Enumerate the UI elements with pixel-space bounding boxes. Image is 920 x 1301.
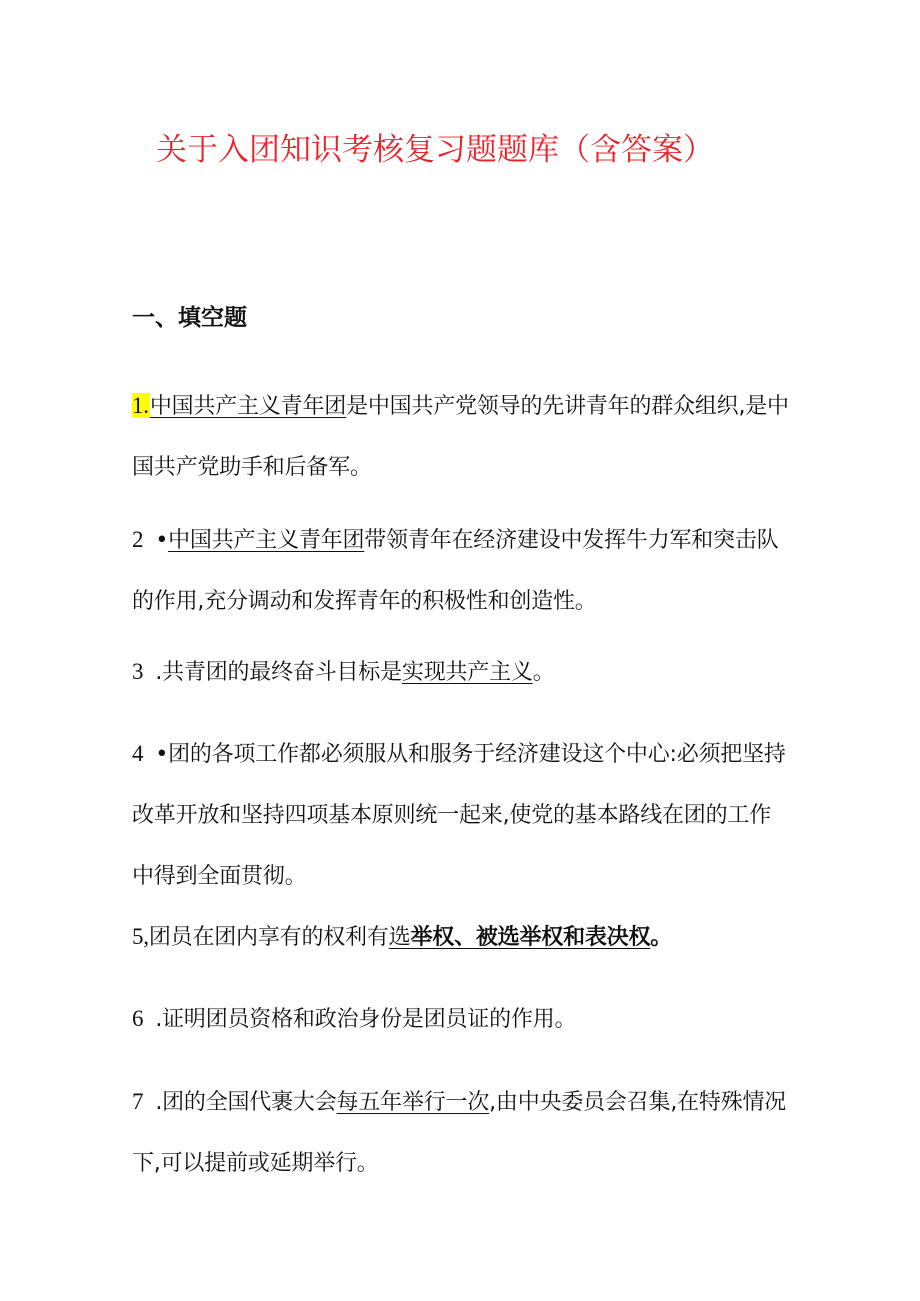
question-number: 6 bbox=[132, 1006, 144, 1031]
question-1 bbox=[132, 375, 792, 498]
answer-underlined: 中国共产主义青年团 bbox=[168, 528, 365, 553]
question-text-end: 。 bbox=[532, 660, 555, 685]
question-7 bbox=[132, 1071, 792, 1194]
question-marker: . bbox=[155, 1007, 163, 1032]
question-number: 4 bbox=[132, 741, 144, 766]
question-4 bbox=[132, 723, 792, 907]
answer-underlined: 每五年举行一次 bbox=[336, 1090, 490, 1115]
question-number: 7 bbox=[132, 1089, 144, 1114]
question-marker: • bbox=[155, 528, 169, 553]
answer-underlined: 中国共产主义青年团 bbox=[149, 394, 347, 419]
answer-underlined-bold: 举权、被选举权和表决权 bbox=[410, 925, 651, 950]
question-text: 团的各项工作都必须服从和服务于经济建设这个中心:必须把坚持改革开放和坚持四项基本原则统一起来,使党的基本路线在团的工作中得到全面贯彻。 bbox=[132, 742, 786, 889]
question-text: 团的全国代裹大会 bbox=[162, 1090, 337, 1115]
question-number-highlighted: 1. bbox=[132, 393, 149, 418]
answer-underlined: 实现共产主义 bbox=[401, 660, 533, 685]
question-5 bbox=[132, 906, 792, 968]
document-title: 关于入团知识考核复习题题库（含答案） bbox=[156, 132, 714, 168]
question-number: 3 bbox=[132, 659, 144, 684]
question-number: 5, bbox=[132, 924, 149, 949]
question-text: 共青团的最终奋斗目标是 bbox=[162, 660, 402, 685]
question-text: 是中国共产党领导的先讲青年的群众组织,是中国共产党助手和后备军。 bbox=[132, 394, 789, 480]
question-6 bbox=[132, 988, 792, 1050]
section-heading: 一、填空题 bbox=[132, 305, 247, 331]
question-2 bbox=[132, 509, 792, 632]
question-text: 证明团员资格和政治身份是团员证的作用。 bbox=[162, 1007, 577, 1032]
question-text: 团员在团内享有的权利有 bbox=[148, 925, 389, 950]
question-text: 带领青年在经济建设中发挥牛力军和突击队的作用,充分调动和发挥青年的积极性和创造性。 bbox=[132, 528, 779, 614]
answer-underlined-plain: 选 bbox=[388, 925, 411, 950]
question-marker: . bbox=[155, 1090, 163, 1115]
question-marker: • bbox=[155, 742, 169, 767]
question-text-end: 。 bbox=[650, 925, 673, 950]
question-3 bbox=[132, 641, 792, 703]
question-marker: . bbox=[155, 660, 163, 685]
question-text-end: ,由中央委员会召集,在特殊情况下,可以提前或延期举行。 bbox=[132, 1090, 787, 1176]
question-number: 2 bbox=[132, 527, 144, 552]
